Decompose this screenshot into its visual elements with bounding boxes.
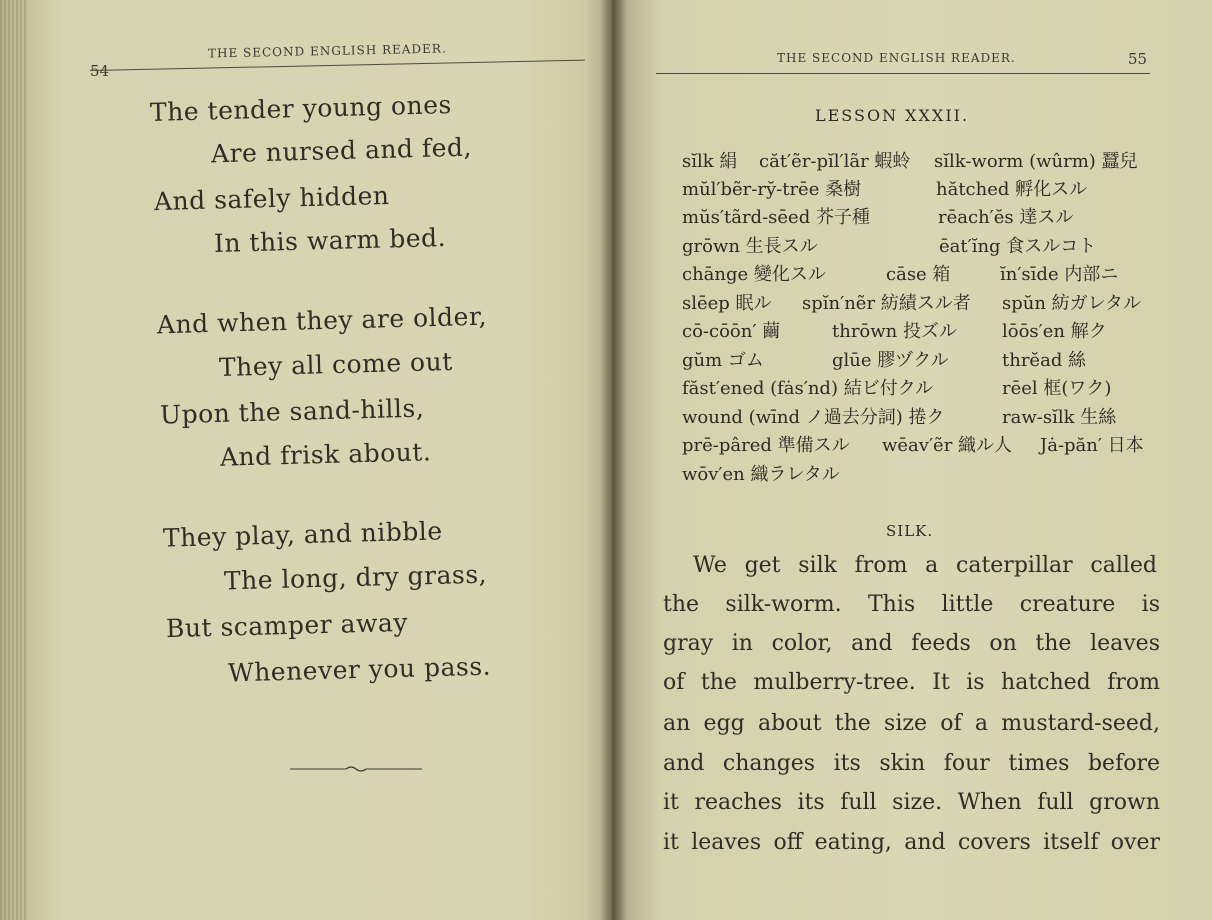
vocab-entry: spĭn′nẽr 紡績スル者 [802, 293, 971, 314]
poem-line: Whenever you pass. [227, 651, 492, 688]
paragraph-line: gray in color, and feeds on the leaves [663, 631, 1160, 656]
poem-line: Upon the sand-hills, [159, 393, 425, 430]
poem-line: And when they are older, [156, 301, 488, 340]
paragraph-line: an egg about the size of a mustard-seed, [663, 711, 1160, 736]
vocab-entry: thrōwn 投ズル [832, 321, 957, 342]
vocab-entry: căt′ẽr-pĭl′lãr 蝦蛉 [759, 151, 911, 172]
vocab-entry: slēep 眠ル [682, 293, 772, 314]
poem-line: They play, and nibble [162, 516, 443, 553]
vocab-entry: hătched 孵化スル [936, 179, 1088, 200]
section-title: SILK. [886, 522, 934, 540]
vocab-entry: wound (wīnd ノ過去分詞) 捲ク [682, 407, 945, 428]
vocab-entry: cō-cōōn′ 繭 [682, 321, 781, 342]
poem-line: In this warm bed. [213, 222, 447, 259]
vocab-entry: ēat′ĭng 食スルコト [939, 236, 1097, 257]
poem-line: Are nursed and fed, [210, 132, 473, 169]
book-gutter [600, 0, 626, 920]
vocab-entry: gŭm ゴム [682, 350, 764, 371]
paragraph-line: of the mulberry-tree. It is hatched from [663, 670, 1160, 695]
right-header-rule [656, 73, 1150, 74]
ornament-divider [290, 762, 422, 776]
left-page-number: 54 [90, 62, 110, 80]
left-running-head: THE SECOND ENGLISH READER. [207, 41, 447, 61]
vocab-entry: grōwn 生長スル [682, 236, 818, 257]
vocab-entry: sĭlk 絹 [682, 151, 738, 172]
vocab-entry: mŭl′bẽr-ry̆-trēe 桑樹 [682, 179, 862, 200]
paragraph-line: it leaves off eating, and covers itself over [663, 830, 1160, 855]
poem-line: The tender young ones [149, 90, 453, 127]
poem-line: And frisk about. [219, 437, 432, 472]
right-page-number: 55 [1128, 50, 1148, 68]
page-edge-stack [0, 0, 28, 920]
paragraph-line: it reaches its full size. When full grown [663, 790, 1160, 815]
vocab-entry: cāse 箱 [886, 264, 951, 285]
right-running-head: THE SECOND ENGLISH READER. [777, 51, 1016, 65]
paragraph-line: and changes its skin four times before [663, 751, 1160, 776]
vocab-entry: spŭn 紡ガレタル [1002, 293, 1141, 314]
poem-line: And safely hidden [153, 180, 390, 217]
poem-line: They all come out [218, 346, 454, 383]
lesson-title: LESSON XXXII. [815, 106, 970, 125]
vocab-entry: wōv′en 織ラレタル [682, 464, 840, 485]
vocab-entry: făst′ened (fȧs′nd) 結ビ付クル [682, 378, 934, 399]
vocab-entry: rēach′ĕs 達スル [938, 207, 1074, 228]
vocab-entry: glūe 膠ヅクル [832, 350, 949, 371]
vocab-entry: thrĕad 絲 [1002, 350, 1087, 371]
paragraph-line: the silk-worm. This little creature is [663, 592, 1160, 617]
vocab-entry: wēav′ẽr 織ル人 [882, 435, 1013, 456]
vocab-entry: chānge 變化スル [682, 264, 826, 285]
vocab-entry: sĭlk-worm (wûrm) 蠶兒 [934, 151, 1138, 172]
vocab-entry: lōōs′en 解ク [1002, 321, 1107, 342]
vocab-entry: raw-sĭlk 生絲 [1002, 407, 1117, 428]
vocab-entry: Jȧ-păn′ 日本 [1040, 435, 1144, 456]
poem-line: But scamper away [165, 607, 409, 644]
vocab-entry: rēel 框(ワク) [1002, 378, 1112, 399]
poem-line: The long, dry grass, [223, 559, 488, 596]
vocab-entry: prē-pâred 準備スル [682, 435, 850, 456]
paragraph-line: We get silk from a caterpillar called [693, 553, 1157, 578]
vocab-entry: ĭn′sīde 内部ニ [1000, 264, 1119, 285]
vocab-entry: mŭs′tãrd-sēed 芥子種 [682, 207, 870, 228]
